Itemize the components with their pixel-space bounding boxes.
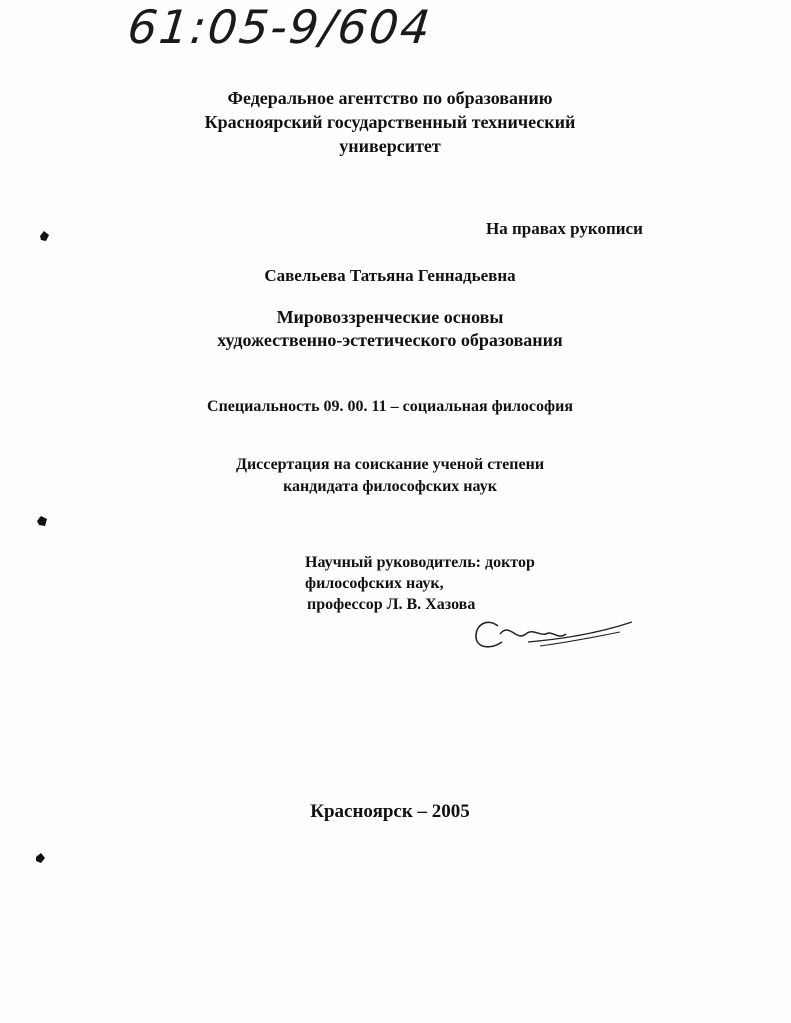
agency-line: Федеральное агентство по образованию — [227, 88, 553, 108]
specialty-line: Специальность 09. 00. 11 – социальная философия — [207, 398, 573, 415]
scan-hole-icon — [38, 230, 50, 242]
supervisor-line-1: Научный руководитель: доктор — [305, 554, 535, 571]
rights-note: На правах рукописи — [486, 219, 643, 238]
city-year: Красноярск – 2005 — [310, 801, 470, 822]
title-line-2: художественно-эстетического образования — [217, 330, 563, 350]
degree-line-1: Диссертация на соискание ученой степени — [235, 456, 545, 473]
agency-header — [140, 86, 640, 158]
supervisor-block — [305, 552, 535, 615]
title-line-1: Мировоззренческие основы — [276, 307, 504, 327]
author-name: Савельева Татьяна Геннадьевна — [264, 266, 516, 285]
scan-hole-icon — [34, 852, 46, 864]
signature-icon — [470, 612, 640, 658]
degree-line-2: кандидата философских наук — [283, 478, 497, 495]
scan-hole-icon — [36, 515, 48, 527]
university-line-cont: университет — [339, 136, 441, 156]
dissertation-title — [140, 306, 640, 352]
supervisor-line-2: философских наук, — [305, 575, 444, 592]
handwritten-archive-number: 61:05-9/604 — [125, 0, 435, 54]
degree-statement — [160, 454, 620, 498]
supervisor-line-3: профессор Л. В. Хазова — [307, 596, 476, 613]
university-line: Красноярский государственный технический — [204, 112, 576, 132]
